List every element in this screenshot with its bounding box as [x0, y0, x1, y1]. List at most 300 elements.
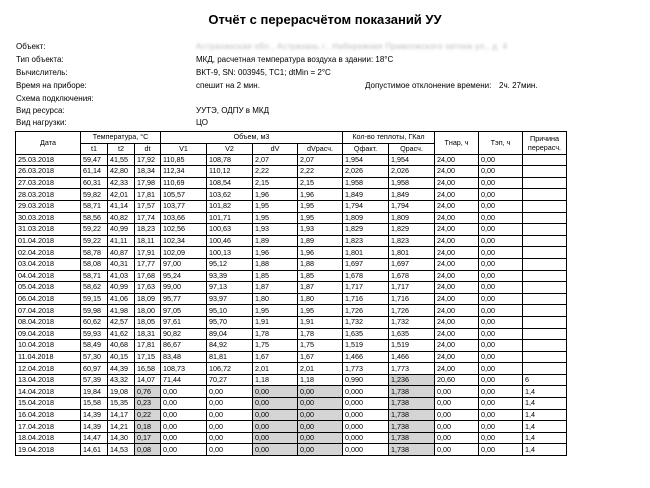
table-row: [16, 432, 567, 444]
table-cell: 0,00: [161, 386, 207, 398]
table-cell: 17,92: [135, 154, 161, 166]
meta-value: Астраханская обл., Астрахань г., Набережная Приволжского затона ул., д. 4: [196, 42, 508, 51]
table-cell: 0,000: [343, 432, 389, 444]
table-cell: 95,12: [207, 258, 253, 270]
table-cell: 12.04.2018: [16, 363, 81, 375]
table-cell: 59,93: [81, 328, 108, 340]
meta-label: Время на приборе:: [16, 81, 87, 90]
table-cell: 1,794: [343, 200, 389, 212]
table-cell: 1,78: [253, 328, 298, 340]
table-cell: 1,18: [298, 374, 343, 386]
table-cell: 24,00: [435, 363, 479, 375]
table-row: [16, 340, 567, 352]
table-cell: 0,00: [298, 444, 343, 456]
table-cell: 99,00: [161, 282, 207, 294]
table-cell: 59,98: [81, 305, 108, 317]
table-cell: 18,09: [135, 293, 161, 305]
table-cell: 0,00: [479, 363, 523, 375]
table-cell: 2,026: [389, 166, 435, 178]
table-cell: 58,78: [81, 247, 108, 259]
table-cell: 100,13: [207, 247, 253, 259]
table-cell: 1,732: [389, 316, 435, 328]
table-cell: 41,03: [108, 270, 135, 282]
table-cell: 0,00: [253, 444, 298, 456]
table-cell: 14,39: [81, 421, 108, 433]
table-cell: 2,07: [298, 154, 343, 166]
table-cell: 1,89: [298, 235, 343, 247]
table-cell: 2,15: [298, 177, 343, 189]
table-cell: 0,000: [343, 398, 389, 410]
table-cell: 1,88: [298, 258, 343, 270]
table-row: [16, 293, 567, 305]
table-cell: 95,10: [207, 305, 253, 317]
table-cell: 24,00: [435, 282, 479, 294]
table-cell: 57,39: [81, 374, 108, 386]
table-cell: 15,58: [81, 398, 108, 410]
table-cell: 17,91: [135, 247, 161, 259]
table-cell: 1,78: [298, 328, 343, 340]
table-cell: [523, 224, 567, 236]
table-cell: 1,95: [253, 200, 298, 212]
table-row: [16, 316, 567, 328]
table-row: [16, 328, 567, 340]
table-cell: 1,829: [343, 224, 389, 236]
table-cell: 81,81: [207, 351, 253, 363]
table-cell: 24,00: [435, 305, 479, 317]
table-cell: 1,635: [389, 328, 435, 340]
table-cell: 17,81: [135, 189, 161, 201]
table-cell: 1,697: [389, 258, 435, 270]
table-row: [16, 224, 567, 236]
table-cell: 102,56: [161, 224, 207, 236]
table-cell: 40,82: [108, 212, 135, 224]
table-cell: 1,4: [523, 409, 567, 421]
table-cell: 1,738: [389, 386, 435, 398]
table-cell: 1,95: [298, 212, 343, 224]
table-cell: 61,14: [81, 166, 108, 178]
table-cell: 1,829: [389, 224, 435, 236]
table-cell: 102,09: [161, 247, 207, 259]
table-row: [16, 421, 567, 433]
subheader-cell: t1: [81, 143, 108, 154]
table-cell: 29.03.2018: [16, 200, 81, 212]
table-row: [16, 351, 567, 363]
subheader-cell: V1: [161, 143, 207, 154]
meta-value-secondary: 2ч. 27мин.: [499, 81, 538, 90]
table-cell: 59,22: [81, 235, 108, 247]
table-cell: 0,00: [479, 409, 523, 421]
table-cell: 0,00: [479, 398, 523, 410]
table-row: [16, 444, 567, 456]
table-cell: 14,47: [81, 432, 108, 444]
table-cell: 0,00: [161, 444, 207, 456]
table-cell: 58,62: [81, 282, 108, 294]
table-cell: 14,07: [135, 374, 161, 386]
table-cell: 0,00: [161, 421, 207, 433]
table-cell: 1,738: [389, 398, 435, 410]
table-cell: 1,93: [253, 224, 298, 236]
subheader-cell: dV: [253, 143, 298, 154]
meta-label: Вычислитель:: [16, 68, 68, 77]
table-cell: 1,738: [389, 409, 435, 421]
table-cell: 58,56: [81, 212, 108, 224]
table-cell: 02.04.2018: [16, 247, 81, 259]
table-cell: 1,738: [389, 432, 435, 444]
table-cell: [523, 247, 567, 259]
table-cell: 0,000: [343, 386, 389, 398]
subheader-cell: t2: [108, 143, 135, 154]
table-row: [16, 200, 567, 212]
table-row: [16, 282, 567, 294]
header-tep: Тэп, ч: [479, 132, 523, 155]
meta-label: Вид нагрузки:: [16, 118, 67, 127]
table-cell: 58,71: [81, 200, 108, 212]
table-cell: 59,47: [81, 154, 108, 166]
table-cell: 0,00: [479, 258, 523, 270]
table-cell: 101,71: [207, 212, 253, 224]
table-row: [16, 235, 567, 247]
table-cell: 1,93: [298, 224, 343, 236]
table-cell: 1,96: [298, 247, 343, 259]
table-cell: 06.04.2018: [16, 293, 81, 305]
table-cell: 2,22: [253, 166, 298, 178]
table-cell: 0,00: [207, 444, 253, 456]
table-cell: [523, 305, 567, 317]
table-cell: 0,23: [135, 398, 161, 410]
header-date: Дата: [16, 132, 81, 155]
table-cell: 24,00: [435, 258, 479, 270]
table-cell: 83,48: [161, 351, 207, 363]
meta-label: Вид ресурса:: [16, 106, 65, 115]
table-row: [16, 363, 567, 375]
table-cell: 14,21: [108, 421, 135, 433]
table-cell: 0,00: [298, 386, 343, 398]
table-row: [16, 177, 567, 189]
table-cell: 59,22: [81, 224, 108, 236]
table-cell: [523, 328, 567, 340]
table-cell: 0,00: [253, 421, 298, 433]
table-cell: 2,22: [298, 166, 343, 178]
header-temperature: Температура, °С: [81, 132, 161, 144]
table-cell: 0,000: [343, 421, 389, 433]
table-cell: 20,60: [435, 374, 479, 386]
table-cell: 110,12: [207, 166, 253, 178]
table-cell: 0,00: [479, 224, 523, 236]
table-cell: 101,82: [207, 200, 253, 212]
table-cell: 17,57: [135, 200, 161, 212]
meta-value: ЦО: [196, 118, 208, 127]
table-cell: 24,00: [435, 224, 479, 236]
table-cell: 15.04.2018: [16, 398, 81, 410]
table-cell: 1,738: [389, 421, 435, 433]
table-cell: 1,80: [253, 293, 298, 305]
table-cell: 24,00: [435, 154, 479, 166]
table-cell: 17,63: [135, 282, 161, 294]
table-cell: 18,05: [135, 316, 161, 328]
subheader-cell: V2: [207, 143, 253, 154]
table-cell: 41,11: [108, 235, 135, 247]
table-cell: 1,958: [343, 177, 389, 189]
table-cell: 03.04.2018: [16, 258, 81, 270]
table-cell: 2,01: [253, 363, 298, 375]
table-cell: 0,00: [479, 189, 523, 201]
table-cell: [523, 282, 567, 294]
table-cell: 0,00: [479, 282, 523, 294]
table-cell: 17,81: [135, 340, 161, 352]
table-cell: 112,34: [161, 166, 207, 178]
table-cell: 05.04.2018: [16, 282, 81, 294]
table-cell: 103,77: [161, 200, 207, 212]
table-row: [16, 154, 567, 166]
table-cell: 41,98: [108, 305, 135, 317]
subheader-cell: dt: [135, 143, 161, 154]
table-cell: 106,72: [207, 363, 253, 375]
table-cell: 90,82: [161, 328, 207, 340]
table-cell: 1,697: [343, 258, 389, 270]
table-cell: 58,71: [81, 270, 108, 282]
table-cell: 2,01: [298, 363, 343, 375]
table-cell: 1,726: [343, 305, 389, 317]
table-cell: 1,91: [298, 316, 343, 328]
report-title: Отчёт с перерасчётом показаний УУ: [208, 12, 442, 27]
table-cell: 1,716: [389, 293, 435, 305]
table-cell: 1,801: [389, 247, 435, 259]
table-cell: 108,73: [161, 363, 207, 375]
table-cell: 0,00: [435, 421, 479, 433]
meta-value: УУТЭ, ОДПУ в МКД: [196, 106, 269, 115]
table-cell: 0,00: [479, 212, 523, 224]
table-cell: 103,62: [207, 189, 253, 201]
table-cell: 97,61: [161, 316, 207, 328]
table-cell: 27.03.2018: [16, 177, 81, 189]
table-cell: 95,24: [161, 270, 207, 282]
table-cell: 1,4: [523, 421, 567, 433]
table-cell: 0,00: [479, 270, 523, 282]
table-cell: 1,773: [389, 363, 435, 375]
table-cell: 1,95: [298, 200, 343, 212]
table-cell: 16,58: [135, 363, 161, 375]
table-cell: 1,236: [389, 374, 435, 386]
table-cell: 0,76: [135, 386, 161, 398]
table-cell: 17.04.2018: [16, 421, 81, 433]
header-tnar: Тнар, ч: [435, 132, 479, 155]
table-cell: 1,823: [389, 235, 435, 247]
table-cell: 11.04.2018: [16, 351, 81, 363]
table-cell: 15,35: [108, 398, 135, 410]
table-cell: 1,4: [523, 386, 567, 398]
table-cell: [523, 363, 567, 375]
table-cell: 0,00: [479, 154, 523, 166]
table-cell: 19,08: [108, 386, 135, 398]
table-cell: 1,67: [298, 351, 343, 363]
table-cell: 1,801: [343, 247, 389, 259]
table-cell: 1,954: [343, 154, 389, 166]
table-cell: 1,519: [343, 340, 389, 352]
table-cell: [523, 270, 567, 282]
table-cell: 0,00: [479, 316, 523, 328]
meta-label-secondary: Допустимое отклонение времени:: [365, 81, 492, 90]
table-cell: 14,30: [108, 432, 135, 444]
table-cell: 108,54: [207, 177, 253, 189]
table-cell: 1,773: [343, 363, 389, 375]
table-cell: 17,77: [135, 258, 161, 270]
table-cell: 1,87: [298, 282, 343, 294]
table-cell: [523, 177, 567, 189]
table-cell: 17,74: [135, 212, 161, 224]
table-cell: 0,00: [479, 444, 523, 456]
table-cell: 14,53: [108, 444, 135, 456]
table-cell: 08.04.2018: [16, 316, 81, 328]
table-cell: 108,78: [207, 154, 253, 166]
table-cell: 0,00: [253, 398, 298, 410]
table-cell: 24,00: [435, 293, 479, 305]
table-cell: 100,63: [207, 224, 253, 236]
table-cell: 0,00: [298, 432, 343, 444]
table-cell: 09.04.2018: [16, 328, 81, 340]
table-cell: 1,794: [389, 200, 435, 212]
subheader-cell: dVрасч.: [298, 143, 343, 154]
table-cell: 1,4: [523, 398, 567, 410]
table-cell: 95,70: [207, 316, 253, 328]
table-cell: 1,96: [298, 189, 343, 201]
table-cell: 105,57: [161, 189, 207, 201]
table-cell: 0,000: [343, 444, 389, 456]
table-cell: 0,00: [479, 177, 523, 189]
table-row: [16, 189, 567, 201]
table-cell: 1,809: [343, 212, 389, 224]
table-cell: 0,00: [435, 386, 479, 398]
table-cell: 13.04.2018: [16, 374, 81, 386]
table-cell: 18.04.2018: [16, 432, 81, 444]
header-volume: Объем, м3: [161, 132, 343, 144]
table-cell: [523, 316, 567, 328]
table-cell: 100,46: [207, 235, 253, 247]
table-cell: 1,519: [389, 340, 435, 352]
table-cell: 17,15: [135, 351, 161, 363]
header-heat: Кол-во теплоты, ГКал: [343, 132, 435, 144]
table-cell: 60,31: [81, 177, 108, 189]
table-cell: 0,00: [298, 409, 343, 421]
table-cell: 0,00: [253, 432, 298, 444]
table-cell: 0,00: [207, 398, 253, 410]
table-cell: 110,69: [161, 177, 207, 189]
table-cell: 18,23: [135, 224, 161, 236]
table-cell: 59,15: [81, 293, 108, 305]
table-cell: 1,89: [253, 235, 298, 247]
table-cell: 86,67: [161, 340, 207, 352]
table-cell: 0,000: [343, 409, 389, 421]
table-cell: [523, 154, 567, 166]
table-cell: 0,00: [479, 235, 523, 247]
header-reason: Причина перерасч.: [523, 132, 567, 155]
table-cell: 1,954: [389, 154, 435, 166]
table-row: [16, 398, 567, 410]
table-cell: 1,85: [298, 270, 343, 282]
table-cell: 1,716: [343, 293, 389, 305]
table-cell: 1,85: [253, 270, 298, 282]
table-cell: 0,00: [435, 409, 479, 421]
table-cell: 1,809: [389, 212, 435, 224]
table-cell: 1,95: [253, 305, 298, 317]
table-cell: 43,32: [108, 374, 135, 386]
table-cell: 1,849: [343, 189, 389, 201]
table-cell: 2,07: [253, 154, 298, 166]
table-cell: [523, 351, 567, 363]
table-cell: 0,00: [161, 409, 207, 421]
table-cell: 70,27: [207, 374, 253, 386]
meta-value: спешит на 2 мин.: [196, 81, 260, 90]
table-cell: 1,75: [298, 340, 343, 352]
table-cell: 0,00: [435, 432, 479, 444]
table-cell: 58,08: [81, 258, 108, 270]
table-cell: 1,75: [253, 340, 298, 352]
table-cell: 24,00: [435, 166, 479, 178]
table-cell: 40,15: [108, 351, 135, 363]
meta-label: Тип объекта:: [16, 55, 64, 64]
meta-value: ВКТ-9, SN: 003945, ТС1; dtMin = 2°С: [196, 68, 331, 77]
table-cell: 24,00: [435, 200, 479, 212]
table-cell: 0,00: [253, 386, 298, 398]
table-cell: 0,00: [161, 432, 207, 444]
table-cell: 10.04.2018: [16, 340, 81, 352]
table-cell: 0,08: [135, 444, 161, 456]
table-row: [16, 212, 567, 224]
table-cell: 1,466: [389, 351, 435, 363]
meta-label: Объект:: [16, 42, 46, 51]
table-cell: 24,00: [435, 189, 479, 201]
table-cell: 14,17: [108, 409, 135, 421]
table-row: [16, 247, 567, 259]
table-cell: 0,00: [298, 421, 343, 433]
table-cell: [523, 258, 567, 270]
table-cell: 58,49: [81, 340, 108, 352]
table-cell: 14,39: [81, 409, 108, 421]
table-cell: 42,80: [108, 166, 135, 178]
table-cell: 93,97: [207, 293, 253, 305]
table-cell: 0,17: [135, 432, 161, 444]
table-cell: 1,717: [389, 282, 435, 294]
table-cell: 42,33: [108, 177, 135, 189]
table-cell: 93,39: [207, 270, 253, 282]
table-row: [16, 305, 567, 317]
table-cell: 16.04.2018: [16, 409, 81, 421]
table-cell: 0,00: [207, 409, 253, 421]
table-cell: 01.04.2018: [16, 235, 81, 247]
table-cell: 0,00: [479, 305, 523, 317]
table-cell: 0,00: [207, 432, 253, 444]
table-cell: 103,66: [161, 212, 207, 224]
table-cell: [523, 340, 567, 352]
table-cell: 24,00: [435, 235, 479, 247]
table-cell: 1,732: [343, 316, 389, 328]
table-cell: 24,00: [435, 351, 479, 363]
table-cell: 0,990: [343, 374, 389, 386]
table-cell: 102,34: [161, 235, 207, 247]
table-cell: 30.03.2018: [16, 212, 81, 224]
table-cell: 0,00: [479, 328, 523, 340]
table-row: [16, 166, 567, 178]
table-cell: 1,18: [253, 374, 298, 386]
table-cell: 0,00: [207, 386, 253, 398]
meta-label: Схема подключения:: [16, 94, 94, 103]
table-cell: 1,67: [253, 351, 298, 363]
table-cell: 24,00: [435, 270, 479, 282]
table-cell: 0,00: [479, 247, 523, 259]
table-cell: 60,62: [81, 316, 108, 328]
table-cell: 18,11: [135, 235, 161, 247]
table-cell: 1,849: [389, 189, 435, 201]
table-cell: 0,00: [479, 340, 523, 352]
